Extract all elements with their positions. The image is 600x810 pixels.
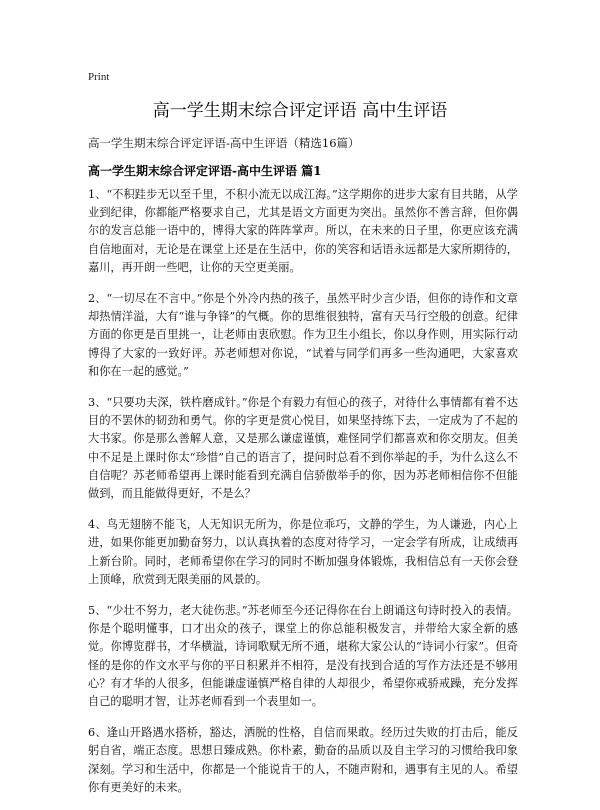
paragraph-1: 1、“不积跬步无以至千里，不积小流无以成江海。”这学期你的进步大家有目共睹，从学业到纪律，你都能严格要求自己，尤其是语文方面更为突出。虽然你不善言辞，但你偶尔的发言总能一语中的，博得大家的阵阵掌声。所以，在未来的日子里，你更应该充满自信地面对，无论是在课堂上还是在生活中，你的笑容和话语永远都是大家所期待的，嘉川，再开朗一些吧，让你的天空更美丽。	[88, 188, 518, 274]
paragraph-3: 3、“只要功夫深，铁杵磨成针。”你是个有毅力有恒心的孩子，对待什么事情都有着不达目的不罢休的韧劲和勇气。你的字更是赏心悦目，如果坚持练下去，一定成为了不起的大书家。你是那么善解人意，又是那么谦虚谨慎，难怪同学们都喜欢和你交朋友。但美中不足是上课时你太“珍惜”自己的语言了，提问时总看不到你举起的手，为什么这么不自信呢？苏老师希望再上课时能看到充满自信骄傲举手的你，因为苏老师相信你不但能做到，而且能做得更好，不是么？	[88, 396, 518, 501]
section-heading: 高一学生期末综合评定评语-高中生评语 篇1	[88, 164, 322, 178]
paragraph-2: 2、“一切尽在不言中。”你是个外冷内热的孩子，虽然平时少言少语，但你的诗作和文章却热情洋溢，大有“谁与争锋”的气概。你的思维很独特，富有天马行空般的创意。纪律方面的你更是百里挑一，让老师由衷欣慰。作为卫生小组长，你以身作则，用实际行动博得了大家的一致好评。苏老师想对你说，“试着与同学们再多一些沟通吧，大家喜欢和你在一起的感觉。”	[88, 292, 518, 378]
paragraph-5: 5、“少壮不努力，老大徒伤悲。”苏老师至今还记得你在台上朗诵这句诗时投入的表情。你是个聪明懂事，口才出众的孩子，课堂上的你总能积极发言，并带给大家全新的感觉。你博览群书，才华横溢，诗词歌赋无所不通，堪称大家公认的“诗词小行家”。但奇怪的是你的作文水平与你的平日积累并不相符，是没有找到合适的写作方法还是不够用心？有才华的人很多，但能谦虚谨慎严格自律的人却很少，希望你戒骄戒躁，充分发挥自己的聪明才智，让苏老师看到一个表里如一。	[88, 604, 518, 709]
document-body	[88, 186, 518, 810]
document-subtitle: 高一学生期末综合评定评语-高中生评语（精选16篇）	[88, 136, 360, 150]
paragraph-4: 4、鸟无翅膀不能飞，人无知识无所为，你是位乖巧，文静的学生，为人谦逊，内心上进，如果你能更加勤奋努力，以认真执着的态度对待学习，一定会学有所成，让成绩再上新台阶。同时，老师希望你在学习的同时不断加强身体锻炼，我相信总有一天你会登上顶峰，欣赏到无限美丽的风景的。	[88, 518, 518, 586]
paragraph-6: 6、逢山开路遇水搭桥，豁达，洒脱的性格，自信而果敢。经历过失败的打击后，能反躬自省，端正态度。思想日臻成熟。你朴素，勤奋的品质以及自主学习的习惯给我印象深刻。学习和生活中，你都是一个能说肯干的人，不随声附和，遇事有主见的人。希望你有更美好的未来。	[88, 726, 518, 794]
page-title: 高一学生期末综合评定评语 高中生评语	[152, 101, 448, 121]
print-label: Print	[88, 71, 110, 83]
